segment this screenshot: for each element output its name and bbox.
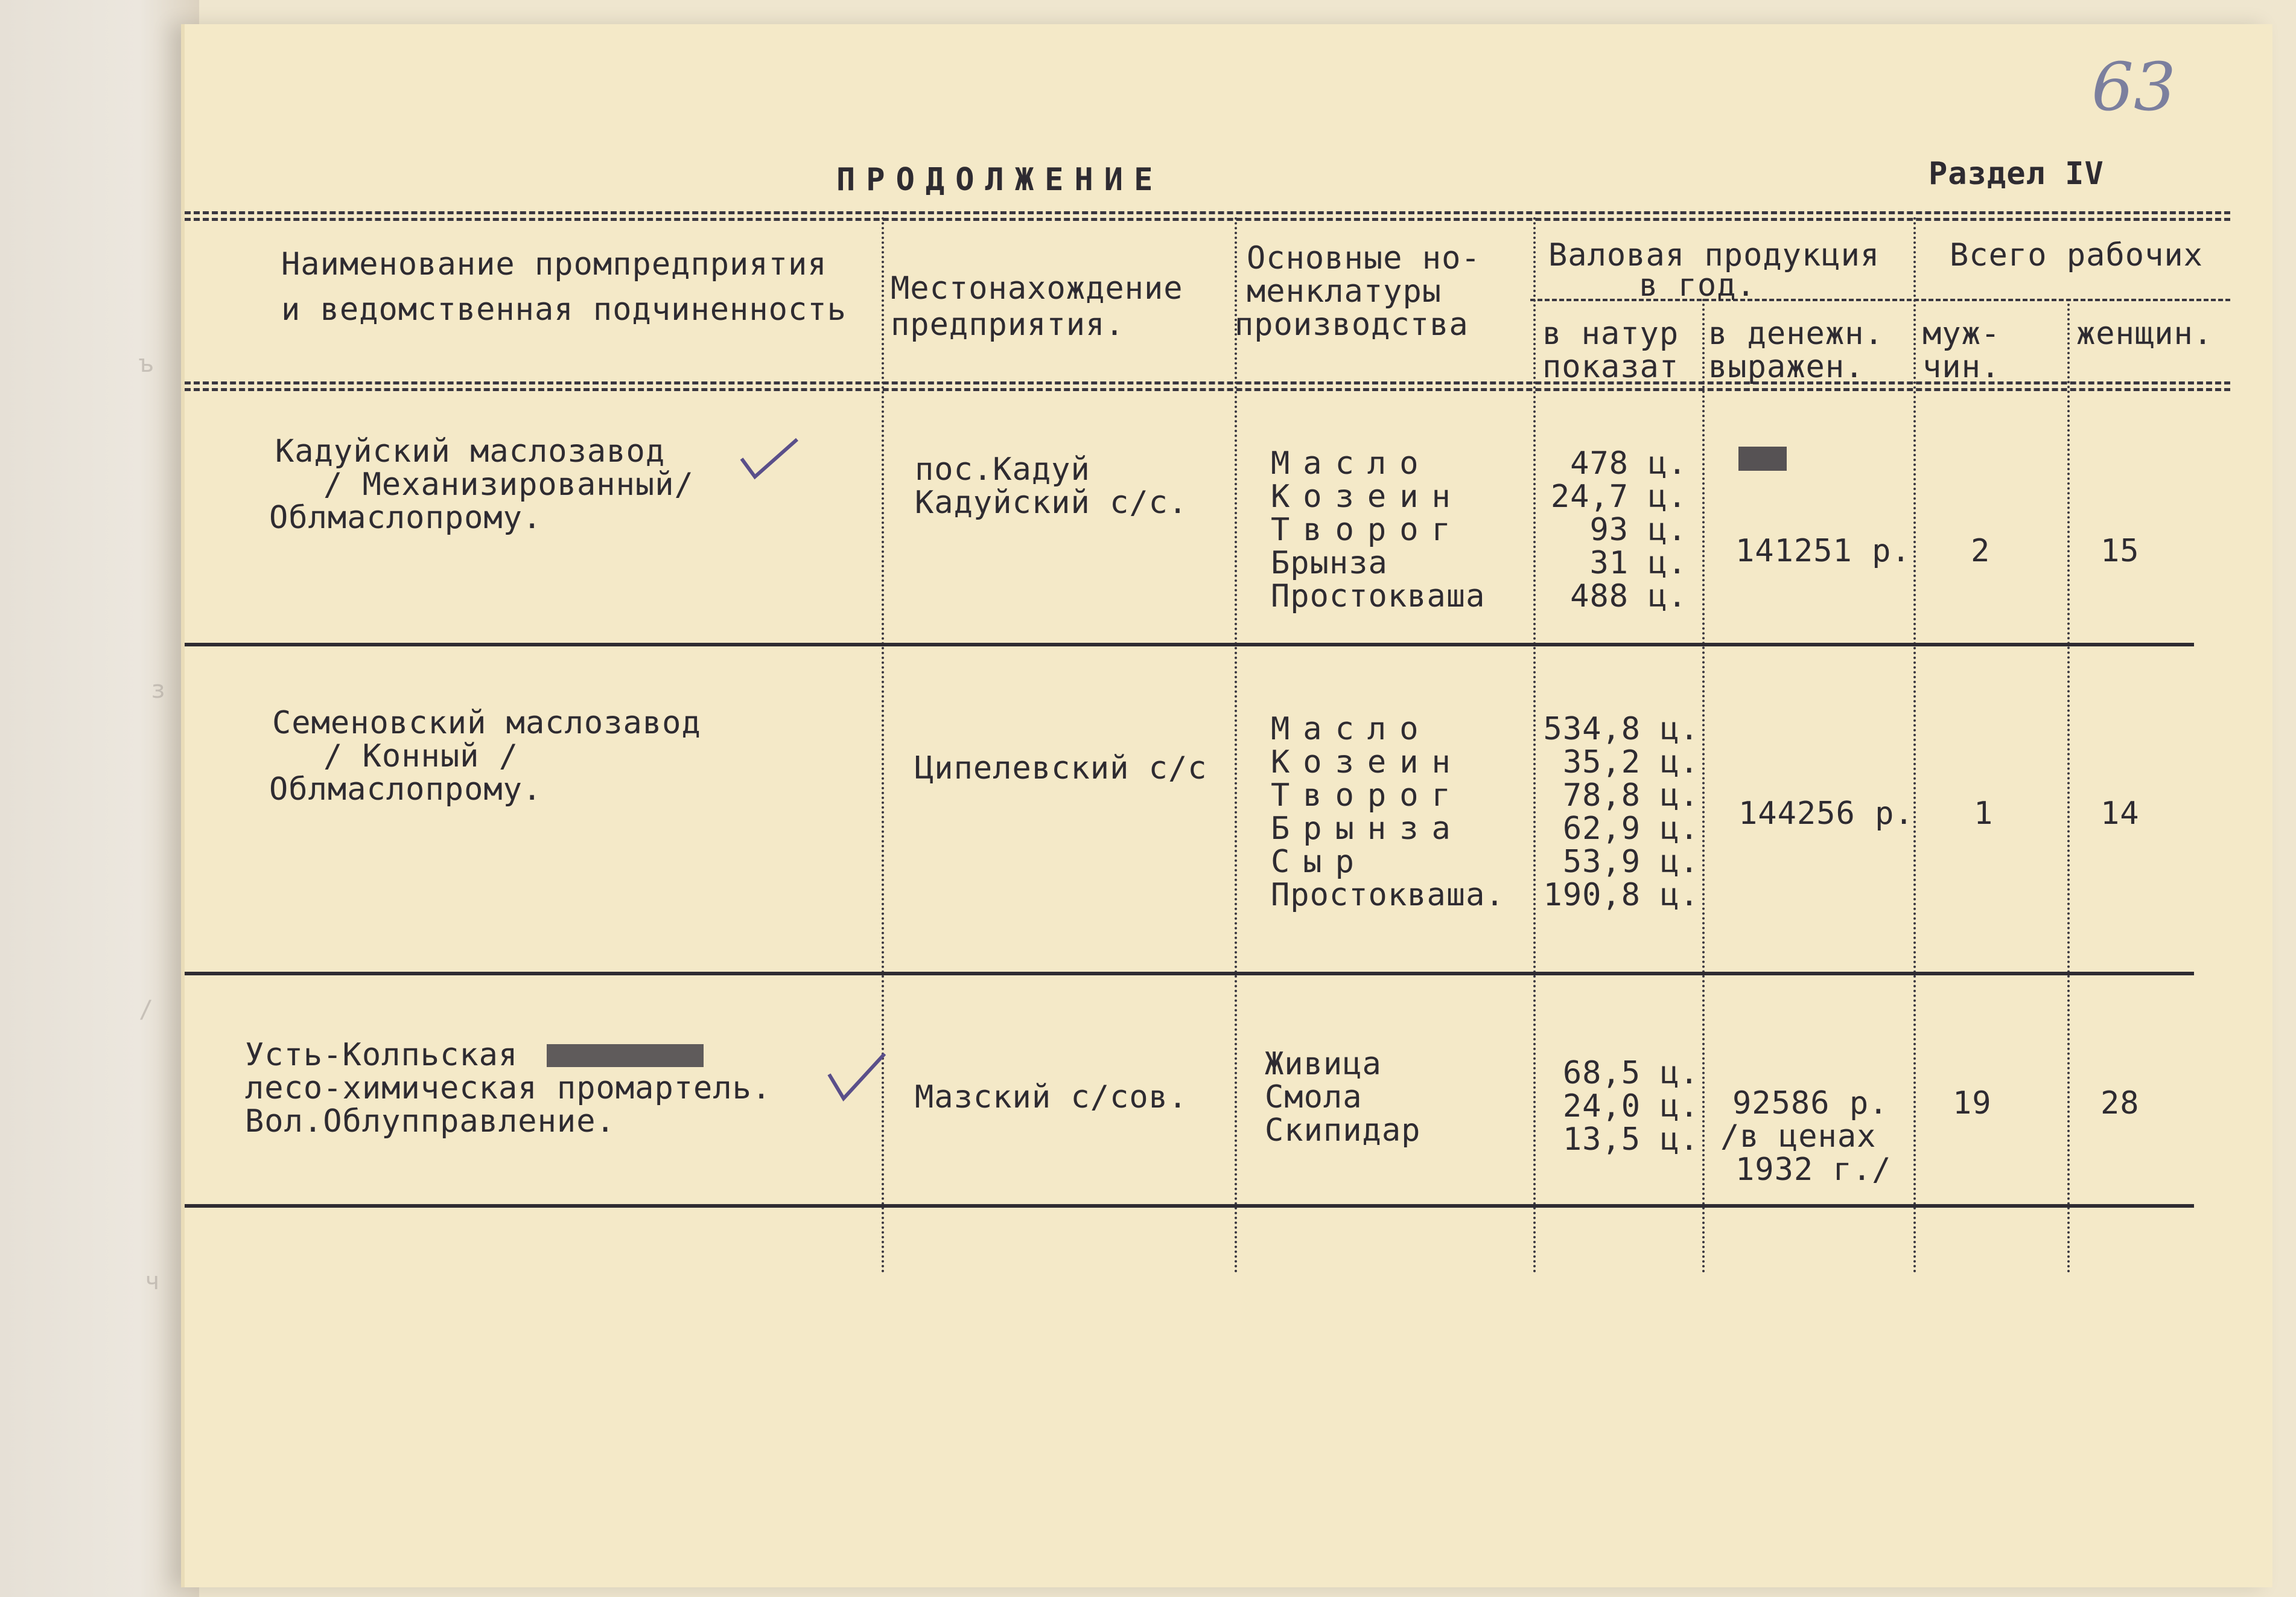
page-number: 63 <box>2091 48 2176 126</box>
check-mark-icon <box>824 1050 891 1105</box>
col-money-header-2: выражен. <box>1708 349 1865 385</box>
col-nomenclature-header-3: производства <box>1235 307 1469 343</box>
col-gross-header-2: в год. <box>1639 267 1756 304</box>
column-separator <box>2067 299 2070 1273</box>
row-product: Творог <box>1271 777 1464 814</box>
bleed-through-mark: ч <box>145 1267 160 1295</box>
row-natural: 190,8 ц. <box>1543 877 1699 913</box>
row-women: 15 <box>2100 533 2140 569</box>
adjacent-page <box>0 0 199 1597</box>
row-product: Скипидар <box>1265 1112 1421 1149</box>
col-men-header-2: чин. <box>1922 349 2001 385</box>
row-location-line: Мазский с/сов. <box>915 1079 1188 1115</box>
section-label: Раздел IV <box>1929 156 2104 192</box>
column-separator <box>882 217 884 1273</box>
column-separator <box>1235 217 1237 1273</box>
row-name-line: / Конный / <box>323 738 519 774</box>
row-name-line: Облмаслопрому. <box>269 500 542 536</box>
row-product: Живица <box>1265 1046 1382 1082</box>
bleed-through-mark: / <box>139 996 154 1024</box>
row-divider <box>185 972 2194 975</box>
table-bottom-rule <box>185 1204 2194 1208</box>
col-men-header-1: муж- <box>1922 316 2001 352</box>
row-natural: 53,9 ц. <box>1562 844 1699 880</box>
col-location-header-2: предприятия. <box>891 307 1125 343</box>
bleed-through-mark: ъ <box>139 350 154 378</box>
row-name-line: Вол.Облупправление. <box>245 1103 615 1140</box>
col-name-header-2: и ведомственная подчиненность <box>281 292 847 328</box>
col-money-header-1: в денежн. <box>1708 316 1884 352</box>
column-separator <box>1913 217 1916 1273</box>
row-product: Творог <box>1271 512 1464 548</box>
column-separator <box>1702 299 1705 1273</box>
strikethrough-mark <box>547 1044 704 1067</box>
document-sheet <box>181 24 2272 1587</box>
row-product: Масло <box>1271 711 1432 747</box>
row-natural: 534,8 ц. <box>1543 711 1699 747</box>
check-mark-icon <box>737 435 803 483</box>
row-men: 19 <box>1953 1085 1992 1121</box>
row-product: Козеин <box>1271 479 1464 515</box>
row-location-line: Ципелевский с/с <box>915 750 1207 786</box>
row-product: Масло <box>1271 445 1432 482</box>
col-natural-header-1: в натур <box>1542 316 1679 352</box>
header-top-rule <box>185 211 2230 221</box>
row-natural: 24,7 ц. <box>1550 479 1687 515</box>
row-divider <box>185 643 2194 646</box>
row-product: Простокваша <box>1271 578 1486 614</box>
row-name-line: Усть-Колпьская <box>245 1037 518 1073</box>
row-money: 141251 р. <box>1735 533 1911 569</box>
row-money-note: /в ценах <box>1720 1118 1877 1155</box>
heading: ПРОДОЛЖЕНИЕ <box>836 162 1164 198</box>
col-name-header-1: Наименование промпредприятия <box>281 246 827 282</box>
row-name-line: / Механизированный/ <box>323 467 694 503</box>
row-name-line: лесо-химическая промартель. <box>245 1070 772 1106</box>
subheader-rule <box>1530 299 2230 301</box>
row-product: Смола <box>1265 1079 1363 1115</box>
row-product: Сыр <box>1271 844 1367 880</box>
row-natural: 13,5 ц. <box>1562 1121 1699 1158</box>
row-location-line: пос.Кадуй <box>915 451 1090 488</box>
row-natural: 78,8 ц. <box>1562 777 1699 814</box>
row-name-line: Кадуйский маслозавод <box>275 433 666 470</box>
row-product: Брынза <box>1271 811 1464 847</box>
col-nomenclature-header-2: менклатуры <box>1247 273 1442 310</box>
row-natural: 488 ц. <box>1570 578 1687 614</box>
row-location-line: Кадуйский с/с. <box>915 485 1188 521</box>
row-women: 14 <box>2100 795 2140 832</box>
col-location-header-1: Местонахождение <box>891 270 1183 307</box>
row-money: 92586 р. <box>1732 1085 1889 1121</box>
row-natural: 478 ц. <box>1570 445 1687 482</box>
row-women: 28 <box>2100 1085 2140 1121</box>
row-natural: 68,5 ц. <box>1562 1055 1699 1091</box>
row-product: Брынза <box>1271 545 1388 581</box>
col-nomenclature-header-1: Основные но- <box>1247 240 1481 276</box>
row-name-line: Облмаслопрому. <box>269 771 542 808</box>
row-natural: 62,9 ц. <box>1562 811 1699 847</box>
col-women-header: женщин. <box>2076 316 2213 352</box>
strikethrough-mark <box>1738 447 1787 471</box>
col-workers-header: Всего рабочих <box>1950 237 2203 273</box>
row-money-note: 1932 г./ <box>1735 1152 1892 1188</box>
row-natural: 93 ц. <box>1589 512 1687 548</box>
col-gross-header-1: Валовая продукция <box>1548 237 1880 273</box>
bleed-through-mark: з <box>151 676 166 704</box>
row-name-line: Семеновский маслозавод <box>272 705 701 741</box>
row-natural: 31 ц. <box>1589 545 1687 581</box>
row-money: 144256 р. <box>1738 795 1914 832</box>
col-natural-header-2: показат <box>1542 349 1679 385</box>
row-men: 2 <box>1971 533 1991 569</box>
row-men: 1 <box>1974 795 1994 832</box>
row-product: Простокваша. <box>1271 877 1505 913</box>
row-natural: 35,2 ц. <box>1562 744 1699 780</box>
row-natural: 24,0 ц. <box>1562 1088 1699 1124</box>
row-product: Козеин <box>1271 744 1464 780</box>
